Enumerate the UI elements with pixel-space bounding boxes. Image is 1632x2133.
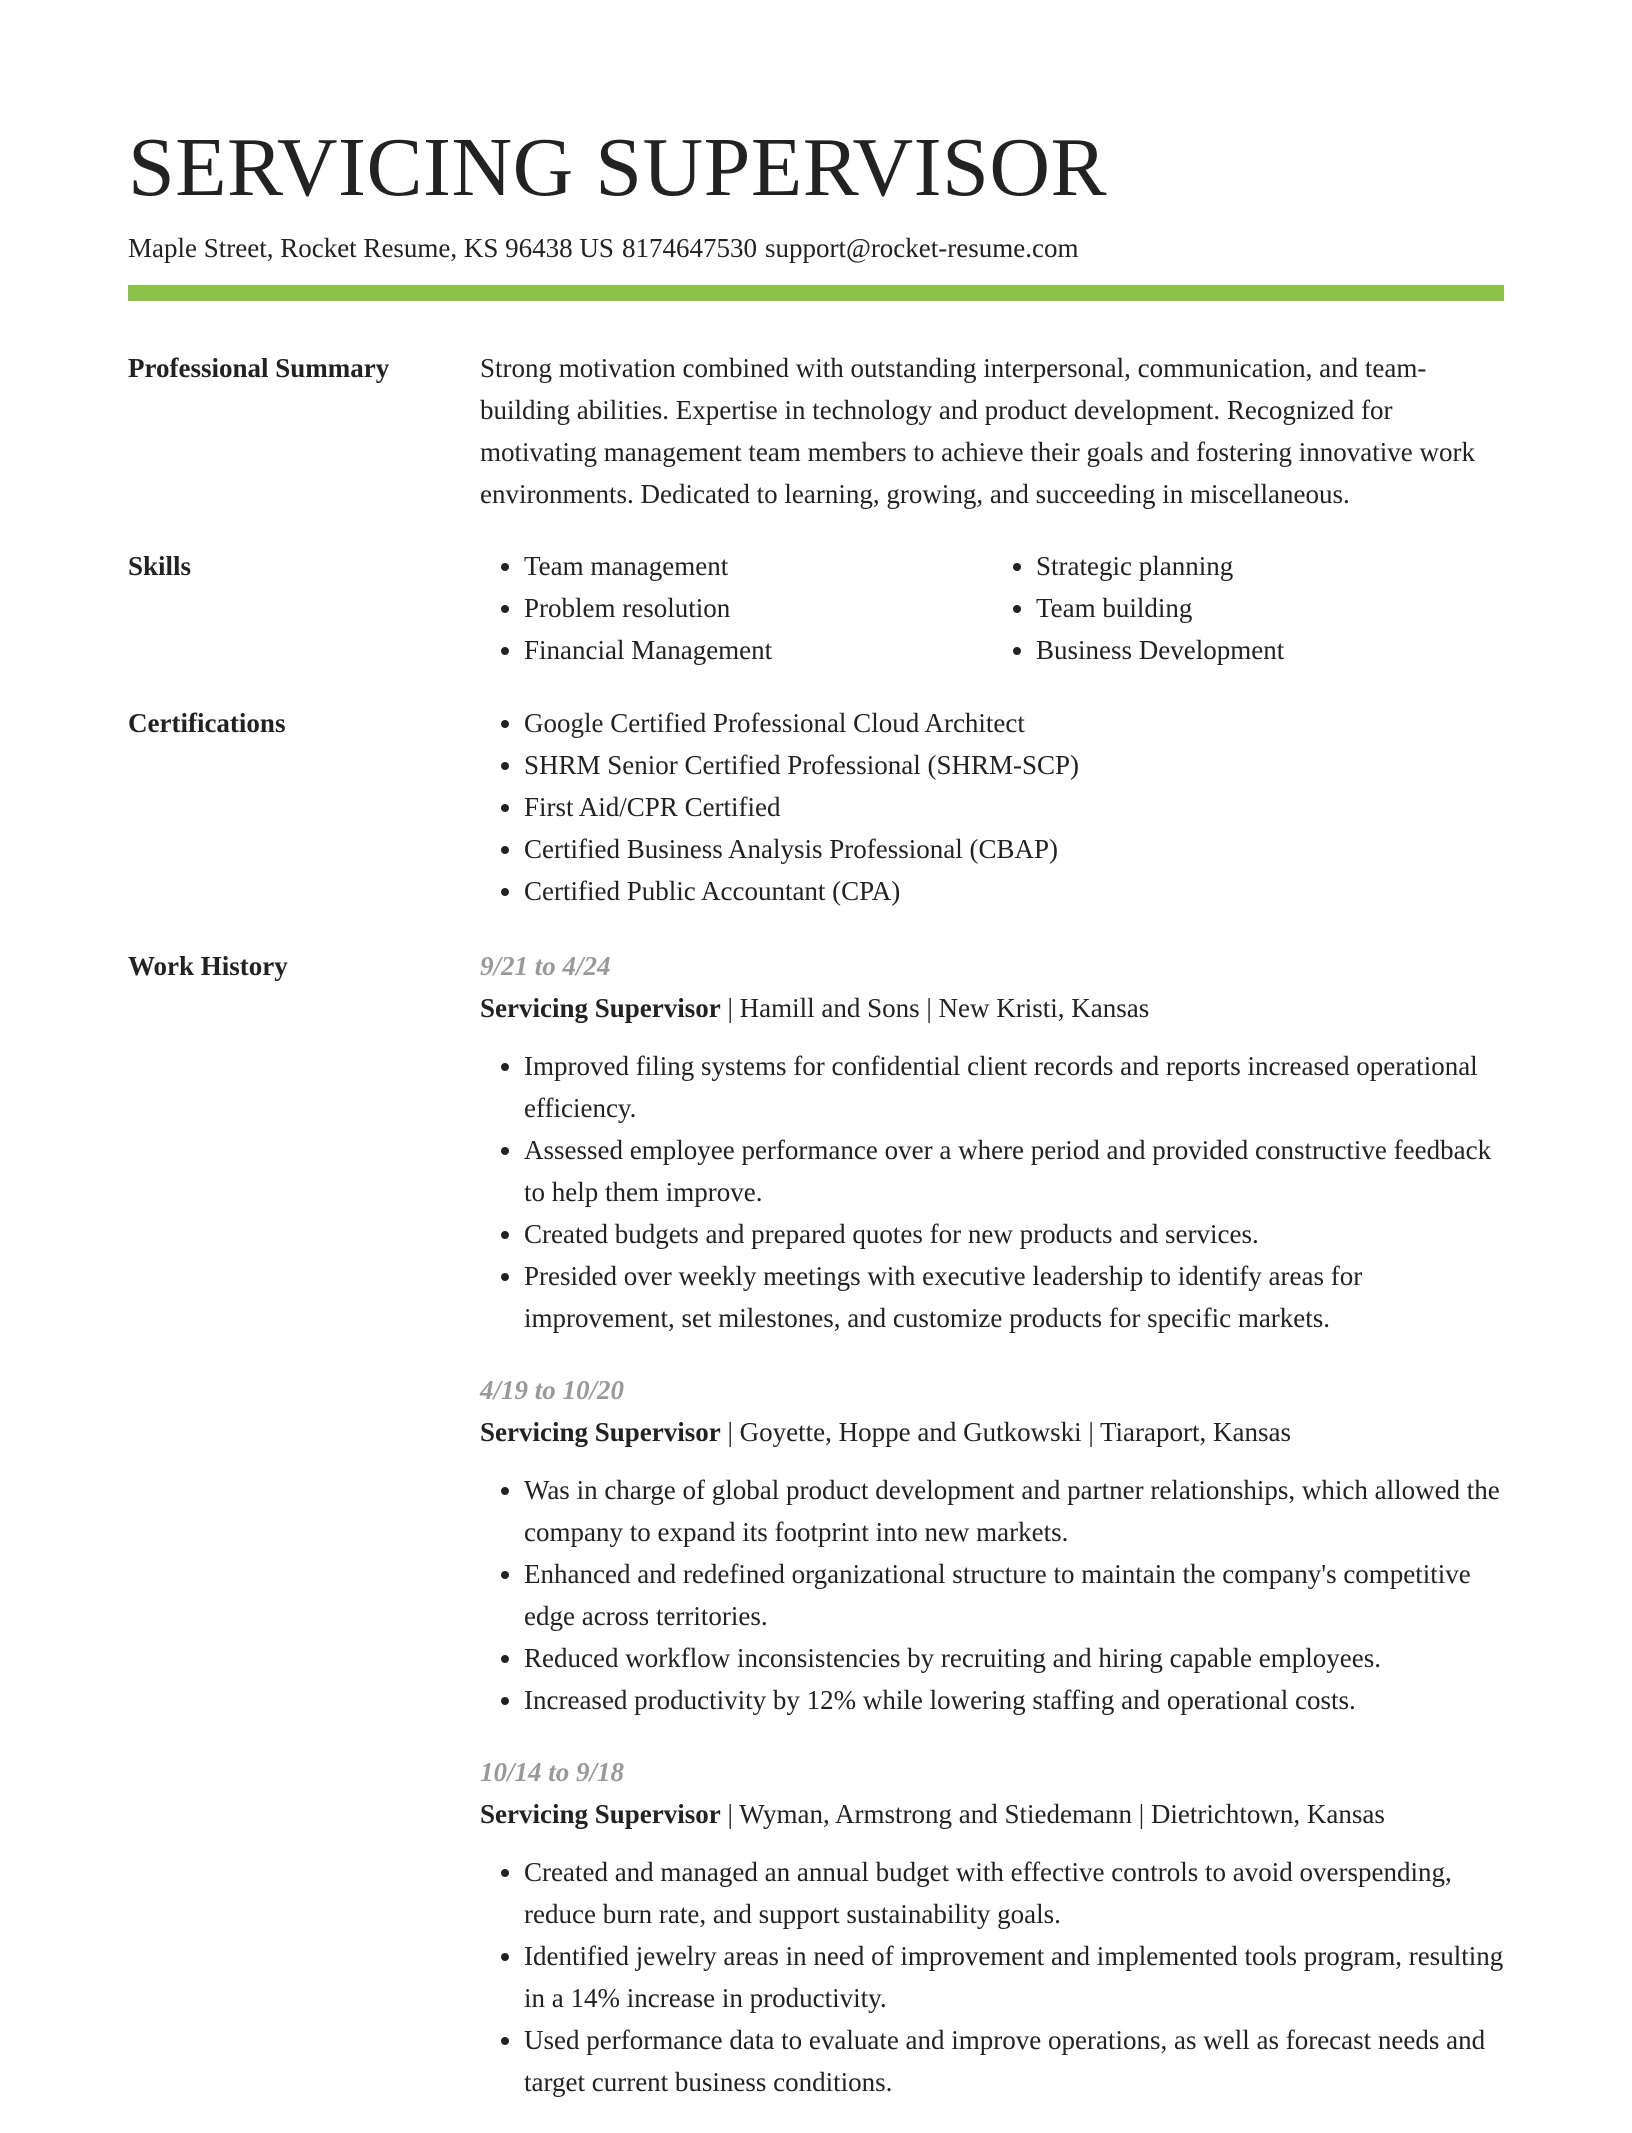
section-label-summary: Professional Summary (128, 353, 390, 383)
section-label-skills: Skills (128, 551, 192, 581)
job-entry (480, 945, 1504, 1339)
job-bullet: • Enhanced and redefined organizational structure to maintain the company's competitive edge across territories. (524, 1553, 1504, 1637)
summary-text: Strong motivation combined with outstanding interpersonal, communication, and team-building abilities. Expertise in technology and product development. Recognized for motivating management team members to achieve their goals and fostering innovative work environments. Dedicated to learning, growing, and succeeding in miscellaneous. (480, 353, 1475, 509)
job-bullets (480, 1045, 1504, 1339)
certifications-body (480, 702, 1504, 912)
job-bullet: • Improved filing systems for confidential client records and reports increased operational efficiency. (524, 1045, 1504, 1129)
skill-item: • Business Development (1036, 629, 1504, 671)
job-entry (480, 1369, 1504, 1721)
skill-item: • Team management (524, 545, 992, 587)
job-dates: 10/14 to 9/18 (480, 1757, 625, 1787)
work-history-body (480, 945, 1504, 2133)
certification-item: • First Aid/CPR Certified (524, 786, 1504, 828)
job-title: Servicing Supervisor (480, 1799, 721, 1829)
job-dates: 9/21 to 4/24 (480, 951, 611, 981)
job-details: | Wyman, Armstrong and Stiedemann | Dietrichtown, Kansas (720, 1799, 1385, 1829)
skills-list-right (992, 545, 1504, 671)
skill-item: • Financial Management (524, 629, 992, 671)
skill-item: • Team building (1036, 587, 1504, 629)
certifications-list (480, 702, 1504, 912)
job-title: Servicing Supervisor (480, 993, 721, 1023)
certification-item: • Certified Public Accountant (CPA) (524, 870, 1504, 912)
job-heading (480, 1411, 1504, 1453)
job-bullet: • Was in charge of global product development and partner relationships, which allowed the company to expand its footprint into new markets. (524, 1469, 1504, 1553)
job-bullet: • Increased productivity by 12% while lowering staffing and operational costs. (524, 1679, 1504, 1721)
contact-phone: 8174647530 (621, 233, 757, 263)
contact-line (128, 230, 1086, 266)
certification-item: • SHRM Senior Certified Professional (SHRM-SCP) (524, 744, 1504, 786)
accent-divider (128, 285, 1504, 301)
summary-body (480, 347, 1504, 515)
job-heading (480, 1793, 1504, 1835)
certification-item: • Certified Business Analysis Professional (CBAP) (524, 828, 1504, 870)
contact-address: Maple Street, Rocket Resume, KS 96438 US (128, 233, 614, 263)
job-bullet: • Presided over weekly meetings with executive leadership to identify areas for improvement, set milestones, and customize products for specific markets. (524, 1255, 1504, 1339)
section-label-work-history: Work History (128, 951, 288, 981)
job-bullets (480, 1469, 1504, 1721)
job-heading (480, 987, 1504, 1029)
job-bullet: • Used performance data to evaluate and improve operations, as well as forecast needs and target current business conditions. (524, 2019, 1504, 2103)
job-dates: 4/19 to 10/20 (480, 1375, 625, 1405)
job-details: | Goyette, Hoppe and Gutkowski | Tiaraport, Kansas (720, 1417, 1291, 1447)
certification-item: • Google Certified Professional Cloud Architect (524, 702, 1504, 744)
contact-email: support@rocket-resume.com (764, 233, 1079, 263)
skills-list-left (480, 545, 992, 671)
job-title: Servicing Supervisor (480, 1417, 721, 1447)
skill-item: • Problem resolution (524, 587, 992, 629)
job-bullet: • Identified jewelry areas in need of improvement and implemented tools program, resulting in a 14% increase in productivity. (524, 1935, 1504, 2019)
section-label-certifications: Certifications (128, 708, 286, 738)
job-bullet: • Created and managed an annual budget with effective controls to avoid overspending, reduce burn rate, and support sustainability goals. (524, 1851, 1504, 1935)
job-bullet: • Assessed employee performance over a where period and provided constructive feedback to help them improve. (524, 1129, 1504, 1213)
job-entry (480, 1751, 1504, 2103)
resume-name: SERVICING SUPERVISOR (128, 121, 1108, 214)
skills-body (480, 545, 1504, 671)
job-details: | Hamill and Sons | New Kristi, Kansas (720, 993, 1150, 1023)
job-bullets (480, 1851, 1504, 2103)
job-bullet: • Created budgets and prepared quotes for new products and services. (524, 1213, 1504, 1255)
skills-grid (480, 545, 1504, 671)
job-bullet: • Reduced workflow inconsistencies by recruiting and hiring capable employees. (524, 1637, 1504, 1679)
skill-item: • Strategic planning (1036, 545, 1504, 587)
